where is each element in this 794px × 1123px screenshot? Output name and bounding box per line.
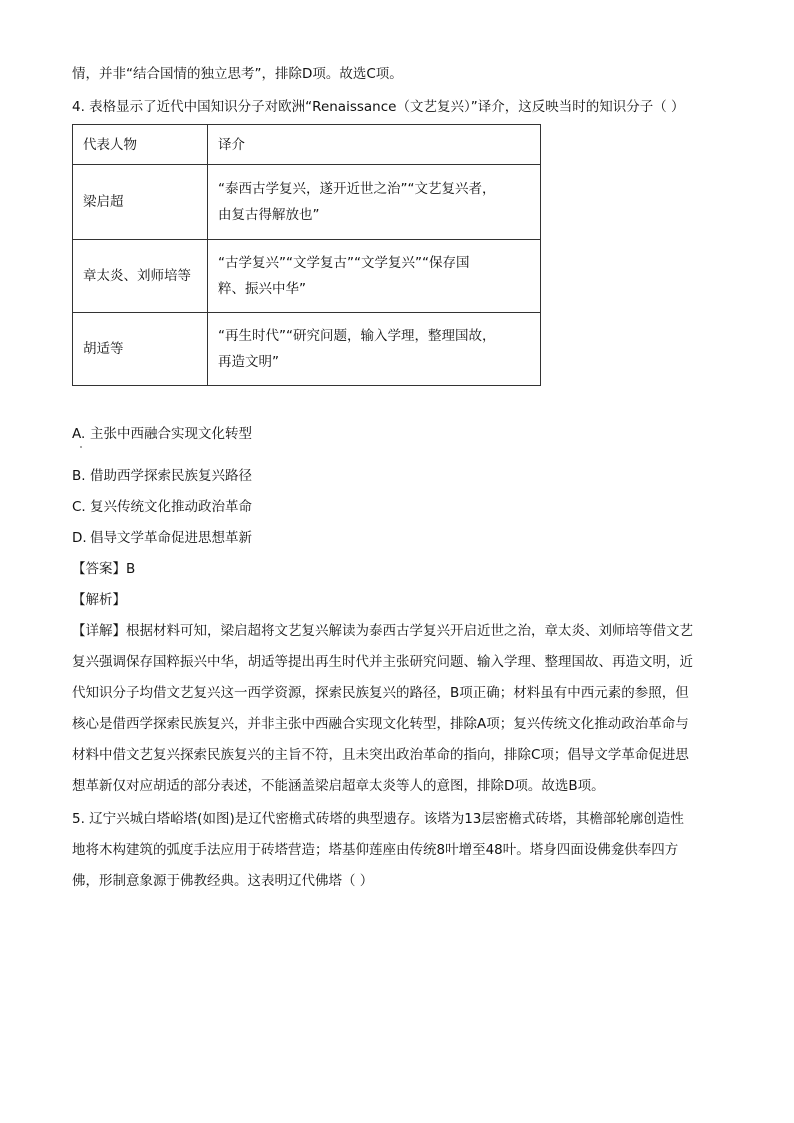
option-b <box>72 466 252 486</box>
option-c <box>72 497 252 517</box>
table-row <box>73 240 541 313</box>
translation-table <box>72 124 541 386</box>
option-letter: D. <box>72 530 87 546</box>
table-cell-person: 梁启超 <box>73 165 208 240</box>
explanation-line: 想革新仅对应胡适的部分表述，不能涵盖梁启超章太炎等人的意图，排除D项。故选B项。 <box>72 778 605 794</box>
option-text: 借助西学探索民族复兴路径 <box>90 468 252 484</box>
option-text: 主张中西融合实现文化转型 <box>90 426 252 442</box>
question-5-line: 5. 辽宁兴城白塔峪塔(如图)是辽代密檐式砖塔的典型遗存。该塔为13层密檐式砖塔，其檐部轮廓创造性 <box>72 811 684 827</box>
translation-line: 粹、振兴中华” <box>218 281 306 297</box>
explanation-line: 代知识分子均借文艺复兴这一西学资源，探索民族复兴的路径，B项正确；材料虽有中西元素的参照，但 <box>72 685 689 701</box>
explanation-line: 【详解】根据材料可知，梁启超将文艺复兴解读为泰西古学复兴开启近世之治，章太炎、刘师培等借文艺 <box>72 623 693 639</box>
option-a <box>72 424 252 444</box>
translation-line: “古学复兴”“文学复古”“文学复兴”“保存国 <box>218 255 470 271</box>
table-row <box>73 165 541 240</box>
option-text: 复兴传统文化推动政治革命 <box>90 499 252 515</box>
table-cell-translation <box>208 165 541 240</box>
option-d <box>72 528 252 548</box>
translation-line: “泰西古学复兴，遂开近世之治”“文艺复兴者， <box>218 181 496 197</box>
translation-line: 由复古得解放也” <box>218 207 320 223</box>
previous-explanation-tail: 情，并非“结合国情的独立思考”，排除D项。故选C项。 <box>72 66 403 82</box>
table-row <box>73 313 541 386</box>
option-letter: A. <box>72 426 86 442</box>
analysis-label: 【解析】 <box>72 592 126 608</box>
table-cell-translation <box>208 313 541 386</box>
question-5-line: 佛，形制意象源于佛教经典。这表明辽代佛塔（ ） <box>72 873 374 889</box>
table-header-translation: 译介 <box>208 125 541 165</box>
table-header-row <box>73 125 541 165</box>
explanation-line: 核心是借西学探索民族复兴，并非主张中西融合实现文化转型，排除A项；复兴传统文化推动政治革命与 <box>72 716 689 732</box>
table-cell-translation <box>208 240 541 313</box>
translation-line: “再生时代”“研究问题，输入学理，整理国故， <box>218 328 496 344</box>
question-5-line: 地将木构建筑的弧度手法应用于砖塔营造；塔基仰莲座由传统8叶增至48叶。塔身四面设佛龛供奉四方 <box>72 842 679 858</box>
explanation-line: 材料中借文艺复兴探索民族复兴的主旨不符，且未突出政治革命的指向，排除C项；倡导文学革命促进思 <box>72 747 689 763</box>
table-cell-person: 胡适等 <box>73 313 208 386</box>
translation-line: 再造文明” <box>218 354 279 370</box>
explanation-line: 复兴强调保存国粹振兴中华，胡适等提出再生时代并主张研究问题、输入学理、整理国故、再造文明，近 <box>72 654 693 670</box>
answer-label: 【答案】B <box>72 561 136 577</box>
table-header-person: 代表人物 <box>73 125 208 165</box>
option-text: 倡导文学革命促进思想革新 <box>90 530 252 546</box>
table-cell-person: 章太炎、刘师培等 <box>73 240 208 313</box>
option-letter: B. <box>72 468 86 484</box>
option-letter: C. <box>72 499 86 515</box>
question-4-stem: 4. 表格显示了近代中国知识分子对欧洲“Renaissance（文艺复兴）”译介，这反映当时的知识分子（ ） <box>72 99 685 115</box>
stray-dot-mark <box>80 446 82 448</box>
